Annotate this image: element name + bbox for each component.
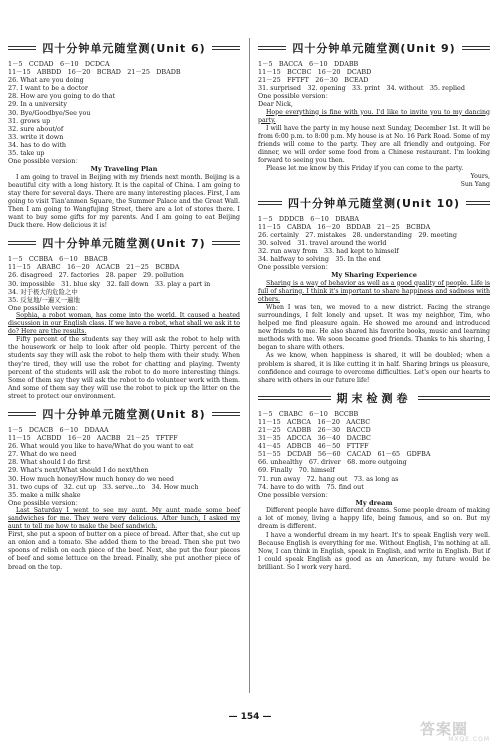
answer-line: 28. How are you going to do that [8,92,116,101]
answer-line: 34. has to do with [8,140,67,149]
unit9-letter-intro: Hope everything is fine with you. I'd like to invite you to my dancing party. [258,108,490,124]
answer-line: 31－35 ADCCA 36－40 DACBC [258,434,371,443]
answer-line: 31. surprised 32. opening 33. print 34. without 35. replied [258,84,465,93]
unit10-essay: When I was ten, we moved to a new district. Facing the strange surroundings, I felt lonely and upset. It was my neighbor, Tim, who helped me find pleasure again. He showed me around and introduced new friends to me. He also shared his favorite books, music and learning methods with me. We soon became good friends. Thanks to his sharing, I began to share with others. [258,303,490,352]
answer-line: 32. run away from 33. had kept to himself [258,246,399,255]
answer-line: 27. I want to be a doctor [8,84,88,93]
answer-line: 1－5 BACCA 6－10 DDABB [258,60,359,68]
answer-line: 11－15 ACBCA 16－20 AACBC [258,417,371,426]
unit6-essay-title: My Traveling Plan [90,165,158,174]
answer-line: 21－25 FFTFT 26－30 BCEAD [258,76,369,85]
answer-line: 30. impossible 31. blue sky 32. fall down 33. play a part in [8,279,211,288]
page-number: — 154 — [228,712,272,722]
answer-line: 30. How much honey/How much honey do we need [8,474,174,483]
answer-line: 11－15 ACBDD 16－20 AACBB 21－25 TFTFF [8,434,178,443]
answer-line: 35. 反复地/一遍又一遍地 [8,295,80,304]
answer-line: 1－5 DCACB 6－10 DDAAA [8,425,109,434]
answer-line: One possible version： [258,263,332,272]
answer-line: 34. 对于极大的危险之中 [8,287,78,296]
column-divider [249,38,250,693]
answer-line: 26. What would you like to have/What do you want to eat [8,442,194,451]
unit9-signature: Sun Yang [460,181,490,189]
answer-line: 30. Bye/Goodbye/See you [8,108,91,117]
unit8-answers [8,426,240,507]
answer-line: 11－15 BCCBC 16－20 DCABD [258,68,372,77]
unit9-title: 四十分钟单元随堂测(Unit 9) [258,38,490,58]
answer-line: 21－25 CADBB 26－30 BACCD [258,425,371,434]
unit9-letter: I will have the party in my house next Sunday, December 1st. It will be from 6:00 p.m. to 8:00 p.m. My house is at No. 16 Park Road. Some of my friends will come to the party. They are all friendly and outgoing. For dinner, we will order some food from a Chinese restaurant. I'm looking forward to seeing you then. [258,124,490,165]
answer-line: 11－15 ABBDD 16－20 BCBAD 21－25 DBADB [8,68,181,77]
unit9-answers [258,60,490,109]
right-column [258,38,490,572]
answer-line: 35. make a milk shake [8,490,81,499]
unit8-essay: First, she put a spoon of butter on a piece of bread. After that, she cut up an onion and a tomato. She added them to the bread. Then she put two spoons of relish on each piece of the beef. Next, she put the four pieces of beef and some lettuce on the bread. Finally, she put another piece of bread on the top. [8,531,240,571]
answer-line: 35. take up [8,149,45,158]
answer-line: 1－5 CBABC 6－10 BCCBB [258,409,359,418]
answer-line: 28. What should I do first [8,458,91,467]
answer-line: 33. write it down [8,132,64,141]
answer-line: One possible version： [8,303,82,312]
unit10-essay-title: My Sharing Experience [331,271,417,280]
final-title: 期末检测卷 [258,388,490,408]
answer-line: 1－5 CCBBA 6－10 BBACB [8,255,108,264]
answer-line: 51－55 DCDAB 56－60 CACAD 61－65 GDFBA [258,450,431,459]
answer-line: 41－45 ADBCB 46－50 FTTFF [258,442,369,451]
answer-line: 66. unhealthy 67. driver 68. more outgoing [258,458,407,467]
unit10-answers [258,215,490,272]
unit9-letter-end: Please let me know by this Friday if you can come to the party. [266,165,464,173]
unit10-essay-end: As we know, when happiness is shared, it will be doubled; when a problem is shared, it is like cutting it in half. Sharing brings us pleasure, confidence and courage to overcome difficulties. Let's open our hearts to share with others in our future life! [258,352,490,384]
unit7-essay: Fifty percent of the students say they will ask the robot to help with the housework or help to look after old people. Thirty percent of the students say they will ask the robot to help them with their study. When they're tired, they will use the robot for chatting and playing. Twenty percent of the students will ask the robot to do more interesting things. Some of them say they will ask the robot to do volunteer work with them. And some of them say they will use the robot to pick up the litter on the street to protect our environment. [8,336,240,400]
answer-line: 26. disagreed 27. factories 28. paper 29. pollution [8,271,184,280]
unit6-title: 四十分钟单元随堂测(Unit 6) [8,38,240,58]
final-essay: Different people have different dreams. Some people dream of making a lot of money, living a happy life, being famous, and so on. But my dream is different. [258,507,490,531]
unit8-essay-intro: Last Saturday I went to see my aunt. My aunt made some beef sandwiches for me. They were very delicious. After lunch, I asked my aunt to tell me how to make the beef sandwich. [8,506,240,531]
answer-line: One possible version： [258,490,332,499]
final-essay-end: I have a wonderful dream in my heart. It's to speak English very well. Because English is everything for me. Without English, I'm nothing at all. Now, I can think in English, speak in English, and write in English. But if I could speak English as good as an American, my future would be brilliant. So I work very hard. [258,531,490,571]
unit10-title: 四十分钟单元随堂测(Unit 10) [258,193,490,213]
answer-line: 29. What's next/What should I do next/then [8,466,149,475]
watermark-logo: 答案圈 MXQE.COM [420,720,490,743]
final-essay-title: My dream [355,498,393,507]
final-answers [258,410,490,499]
answer-line: One possible version： [258,92,332,101]
answer-line: 71. run away 72. hang out 73. as long as [258,474,399,483]
answer-line: 26. certainly 27. mistakes 28. understanding 29. meeting [258,230,457,239]
answer-line: 1－5 DDDCB 6－10 DBABA [258,214,359,223]
answer-line: Dear Nick, [258,100,293,109]
answer-line: 31. grows up [8,116,51,125]
unit7-title: 四十分钟单元随堂测(Unit 7) [8,233,240,253]
answer-line: 34. halfway to solving 35. In the end [258,254,381,263]
answer-line: 29. In a university [8,100,67,109]
unit6-essay: I am going to travel in Beijing with my friends next month. Beijing is a beautiful city with a long history. It is the capital of China. I am going to stay there for several days. There are many interesting places. First, I am going to visit Tian'anmen Square, the Summer Palace and the Great Wall. Then I am going to Wangfujing Street, there are a lot of stores there. I want to buy some gifts for my parents. And I am going to eat Beijing Duck there. How delicious it is! [8,173,240,230]
answer-line: 1－5 CCDAD 6－10 DCDCA [8,60,110,68]
unit7-essay-intro: Sophia, a robot woman, has come into the world. It caused a heated discussion in our English class. If we have a robot, what shall we ask it to do? Here are the results. [8,311,240,336]
answer-line: 69. Finally 70. himself [258,466,335,475]
unit9-close: Yours, [470,173,490,181]
answer-line: One possible version： [8,157,82,166]
unit6-answers [8,60,240,165]
answer-line: One possible version： [8,498,82,507]
answer-line: 31. two cups of 32. cut up 33. serve...to 34. How much [8,482,199,491]
unit7-answers [8,255,240,312]
unit8-title: 四十分钟单元随堂测(Unit 8) [8,404,240,424]
answer-line: 30. solved 31. travel around the world [258,238,387,247]
answer-page [8,38,492,693]
answer-line: 32. sure about/of [8,124,64,133]
answer-line: 11－15 ABABC 16－20 ACACB 21－25 BCBDA [8,263,180,272]
answer-line: 27. What do we need [8,450,77,459]
answer-line: 74. have to do with 75. find out [258,482,364,491]
unit10-essay-intro: Sharing is a way of behavior as well as a good quality of people. Life is full of sharing. I think it's important to share happiness and sadness with others. [258,279,490,303]
answer-line: 26. What are you doing [8,76,84,85]
left-column [8,38,240,572]
answer-line: 11－15 CABDA 16－20 BDDAB 21－25 BCBDA [258,222,431,231]
